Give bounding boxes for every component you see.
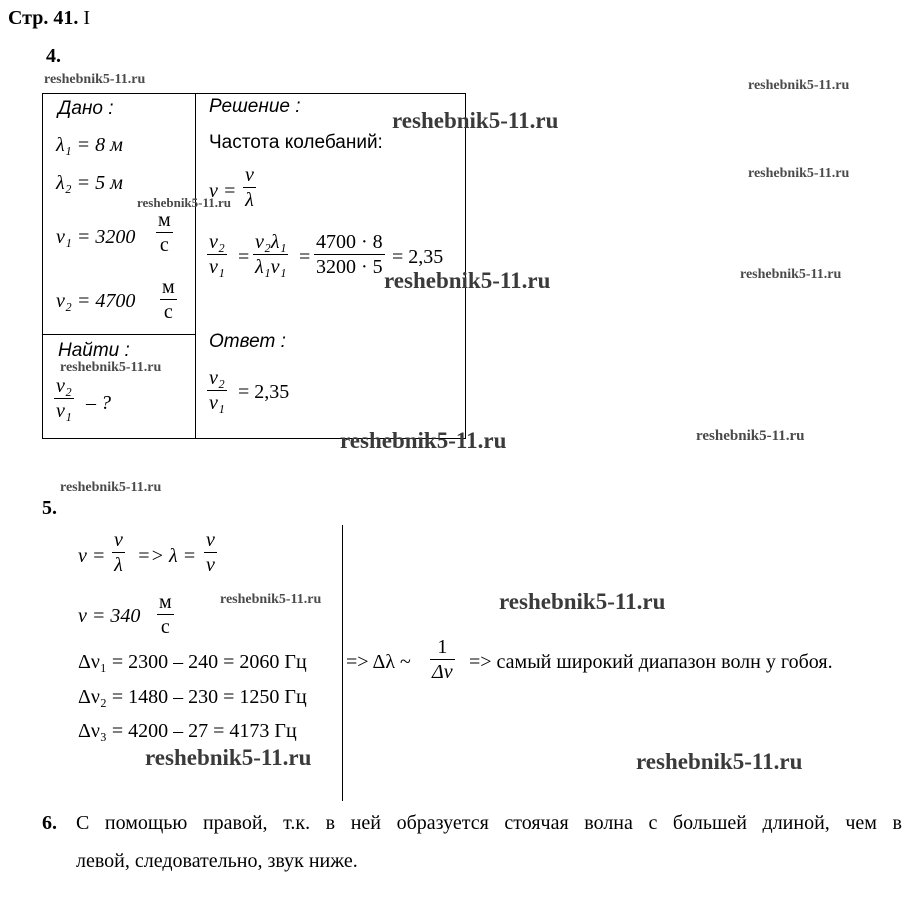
task5-f1-den2: ν: [206, 554, 215, 576]
ratio-result: = 2,35: [392, 246, 444, 268]
formula-nu-lhs: ν =: [209, 180, 237, 202]
given-lambda1: λ₁ = 8 м: [56, 134, 123, 156]
ratio-lhs-fraction: [207, 232, 227, 277]
formula-nu-num: v: [245, 164, 254, 186]
ratio-val-num: 4700 · 8: [316, 231, 383, 253]
table-divider-horizontal: [42, 334, 196, 335]
task5-delta1-conclusion: => самый широкий диапазон волн у гобоя.: [469, 651, 833, 673]
task5-f1-den: λ: [114, 554, 123, 576]
task5-f1-lhs: ν =: [78, 545, 106, 567]
task6-line1: С помощью правой, т.к. в ней образуется стоячая волна с большей длиной, чем в: [76, 812, 902, 834]
ratio-eq1: =: [238, 246, 250, 268]
find-tail: – ?: [86, 392, 111, 414]
table-right-border: [465, 93, 466, 439]
task5-delta1: Δν₁ = 2300 – 240 = 2060 Гц: [78, 651, 307, 673]
task5-f1-arrow: => λ =: [137, 545, 197, 567]
watermark-text: reshebnik5-11.ru: [384, 268, 551, 293]
unit-s: с: [163, 301, 173, 323]
formula-nu-fraction: [243, 165, 256, 210]
task6-number: 6.: [42, 812, 57, 834]
table-divider-vertical: [195, 93, 196, 439]
task5-delta3: Δν₃ = 4200 – 27 = 4173 Гц: [78, 720, 297, 742]
unit-s: с: [160, 616, 170, 638]
task5-f1-fraction: [112, 530, 125, 575]
solution-heading: Решение :: [209, 96, 301, 117]
watermark-text: reshebnik5-11.ru: [60, 480, 162, 495]
unit-fraction-v2: [160, 277, 177, 322]
table-top-border: [42, 93, 466, 94]
watermark-text: reshebnik5-11.ru: [145, 745, 312, 770]
answer-den: ν₁: [209, 392, 225, 414]
watermark-text: reshebnik5-11.ru: [60, 360, 162, 375]
answer-fraction: [207, 368, 227, 413]
watermark-text: reshebnik5-11.ru: [748, 166, 850, 181]
watermark-text: reshebnik5-11.ru: [636, 749, 803, 774]
watermark-text: reshebnik5-11.ru: [137, 195, 232, 210]
task5-f1-fraction2: [204, 530, 217, 575]
ratio-val-den: 3200 · 5: [316, 256, 383, 278]
find-den: ν₁: [56, 400, 72, 422]
given-v2: v₂ = 4700: [56, 290, 136, 312]
answer-heading: Ответ :: [209, 331, 286, 352]
watermark-text: reshebnik5-11.ru: [340, 428, 507, 453]
unit-fraction-v1: [156, 210, 173, 255]
watermark-text: reshebnik5-11.ru: [740, 267, 842, 282]
ratio-eq2: =: [299, 246, 311, 268]
find-fraction: [54, 376, 74, 421]
task5-delta1-implies: => Δλ ~: [346, 651, 411, 673]
task4-number: 4.: [46, 45, 61, 67]
task5-delta-fraction: [430, 637, 455, 682]
table-left-border: [42, 93, 43, 439]
unit-s: с: [159, 234, 169, 256]
given-lambda2: λ₂ = 5 м: [56, 172, 123, 194]
ratio-lhs-den: ν₁: [209, 256, 225, 278]
ratio-lhs-num: ν₂: [209, 231, 225, 253]
page-number-label: Стр. 41.: [8, 7, 79, 29]
watermark-text: reshebnik5-11.ru: [44, 72, 146, 87]
task5-delta2: Δν₂ = 1480 – 230 = 1250 Гц: [78, 686, 307, 708]
task5-f1-num: v: [114, 529, 123, 551]
task5-speed-unit: [157, 592, 174, 637]
ratio-mid-num: v₂λ₁: [255, 231, 287, 253]
page-label: [8, 7, 90, 30]
task5-delta-num: 1: [437, 636, 448, 658]
cursor-mark: I: [83, 7, 91, 29]
watermark-text: reshebnik5-11.ru: [499, 589, 666, 614]
watermark-text: reshebnik5-11.ru: [696, 428, 805, 444]
unit-m: м: [162, 276, 175, 298]
watermark-text: reshebnik5-11.ru: [220, 592, 322, 607]
unit-m: м: [158, 209, 171, 231]
watermark-text: reshebnik5-11.ru: [392, 108, 559, 133]
task5-vertical-line: [342, 525, 343, 801]
given-heading: Дано :: [58, 98, 114, 119]
ratio-mid-den: λ₁v₁: [255, 256, 287, 278]
ratio-val-fraction: [314, 232, 385, 277]
watermark-text: reshebnik5-11.ru: [748, 78, 850, 93]
task5-f1-num2: v: [206, 529, 215, 551]
answer-result: = 2,35: [238, 381, 290, 403]
answer-num: ν₂: [209, 367, 225, 389]
formula-nu-den: λ: [245, 189, 254, 211]
find-num: ν₂: [56, 375, 72, 397]
solution-line1: Частота колебаний:: [209, 132, 383, 153]
given-v1: v₁ = 3200: [56, 226, 136, 248]
task6-line2: левой, следовательно, звук ниже.: [76, 850, 358, 872]
ratio-mid-fraction: [253, 232, 288, 277]
task5-number: 5.: [42, 497, 57, 519]
task5-delta-den: Δν: [432, 661, 453, 683]
task5-speed: v = 340: [78, 605, 141, 627]
find-heading: Найти :: [58, 340, 130, 361]
unit-m: м: [159, 591, 172, 613]
